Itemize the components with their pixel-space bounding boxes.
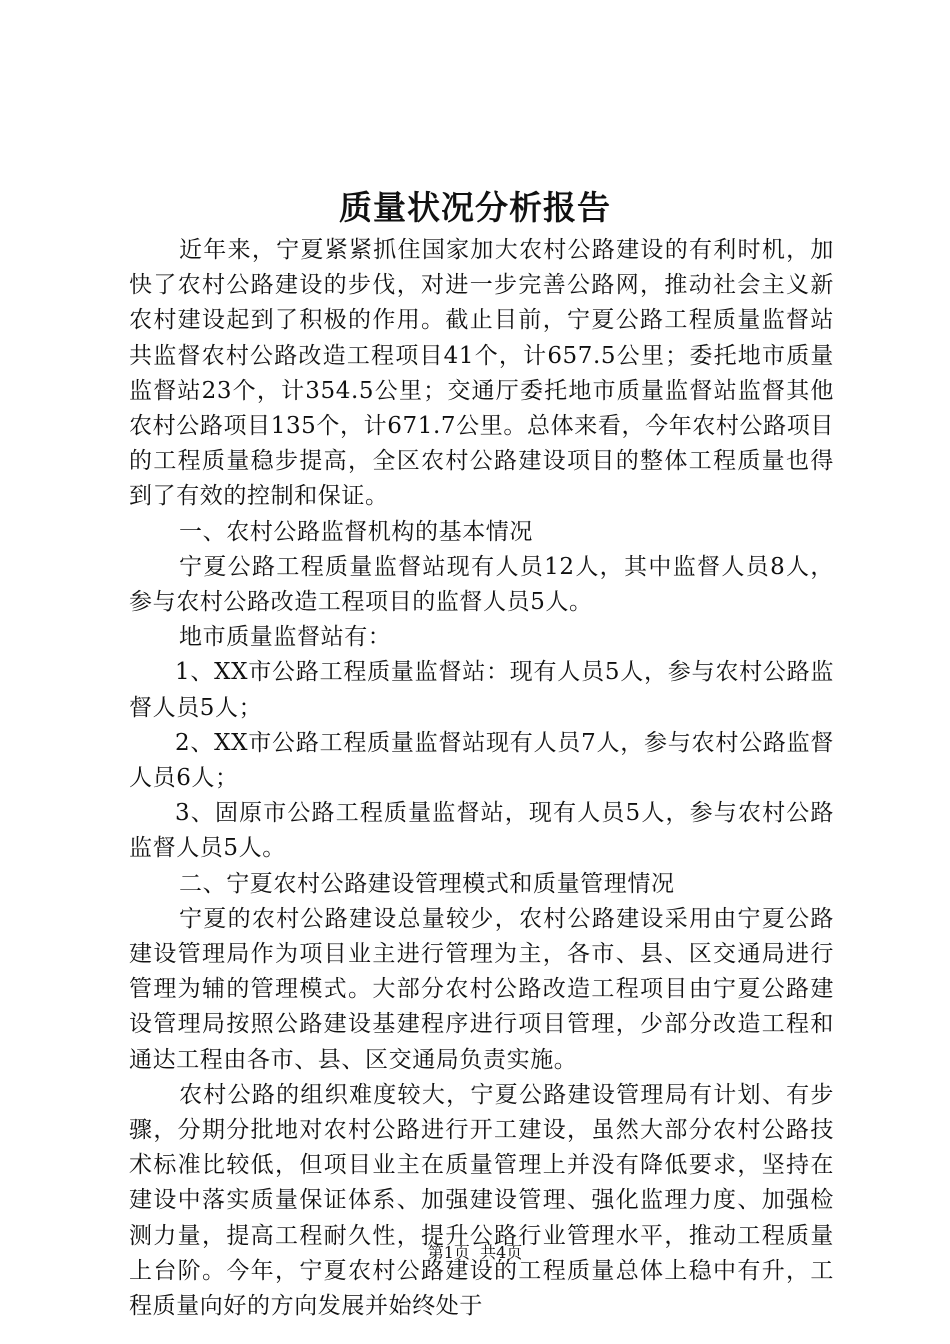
section-heading-2: 二、宁夏农村公路建设管理模式和质量管理情况 bbox=[179, 870, 675, 897]
paragraph-intro: 近年来，宁夏紧紧抓住国家加大农村公路建设的有利时机，加快了农村公路建设的步伐，对进一步完善公路网，推动社会主义新农村建设起到了积极的作用。截止目前，宁夏公路工程质量监督站共监督农村公路改造工程项目41个，计657.5公里；委托地市质量监督站23个，计354.5公里；交通厅委托地市质量监督站监督其他农村公路项目135个，计671.7公里。总体来看，今年农村公路项目的工程质量稳步提高，全区农村公路建设项目的整体工程质量也得到了有效的控制和保证。 bbox=[129, 237, 834, 510]
paragraph-stations-intro: 地市质量监督站有： bbox=[179, 624, 392, 651]
list-item-station-1: 1、XX市公路工程质量监督站：现有人员5人，参与农村公路监督人员5人； bbox=[129, 659, 834, 721]
paragraph-quality-management: 农村公路的组织难度较大，宁夏公路建设管理局有计划、有步骤，分期分批地对农村公路进行开工建设，虽然大部分农村公路技术标准比较低，但项目业主在质量管理上并没有降低要求，坚持在建设中落实质量保证体系、加强建设管理、强化监理力度、加强检测力量，提高工程耐久性，提升公路行业管理水平，推动工程质量上台阶。今年，宁夏农村公路建设的工程质量总体上稳中有升，工程质量向好的方向发展并始终处于 bbox=[129, 1081, 834, 1320]
page-footer bbox=[0, 1243, 950, 1263]
list-item-station-3: 3、固原市公路工程质量监督站，现有人员5人，参与农村公路监督人员5人。 bbox=[129, 800, 834, 862]
document-title: 质量状况分析报告 bbox=[339, 188, 611, 227]
document-body bbox=[129, 233, 834, 1324]
section-heading-1: 一、农村公路监督机构的基本情况 bbox=[179, 518, 533, 545]
paragraph-management-mode: 宁夏的农村公路建设总量较少，农村公路建设采用由宁夏公路建设管理局作为项目业主进行管理为主，各市、县、区交通局进行管理为辅的管理模式。大部分农村公路改造工程项目由宁夏公路建设管理局按照公路建设基建程序进行项目管理，少部分改造工程和通达工程由各市、县、区交通局负责实施。 bbox=[129, 905, 834, 1073]
paragraph-staff: 宁夏公路工程质量监督站现有人员12人，其中监督人员8人，参与农村公路改造工程项目的监督人员5人。 bbox=[129, 553, 834, 616]
page-number: 第1页 共4页 bbox=[427, 1243, 523, 1262]
list-item-station-2: 2、XX市公路工程质量监督站现有人员7人，参与农村公路监督人员6人； bbox=[129, 729, 834, 792]
